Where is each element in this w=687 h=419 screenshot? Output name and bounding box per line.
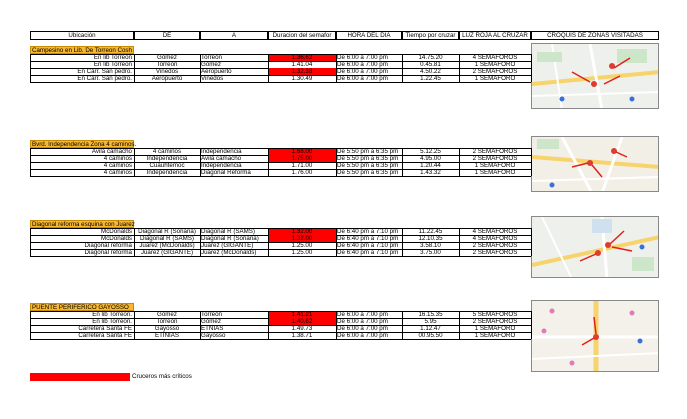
column-divider — [531, 311, 532, 339]
cell-duracion: 1.38.71 — [291, 332, 313, 339]
column-divider — [268, 54, 269, 82]
map-image — [532, 301, 659, 372]
cell-de: Independencia — [146, 155, 188, 162]
map-image — [532, 44, 659, 109]
header-a: A — [200, 31, 268, 40]
cell-hora: De 6:00 a 7:00 pm — [337, 311, 388, 318]
cell-a: Diagonal Reforma — [201, 169, 251, 176]
cell-luz: 5 SEMAFOROS — [472, 311, 518, 318]
header-de: DE — [134, 31, 200, 40]
cell-hora: De 6:00 a 7:00 pm — [337, 61, 388, 68]
cell-tiempo: 12.10.35 — [418, 235, 443, 242]
cell-tiempo: 3.75.00 — [420, 249, 441, 256]
cell-ubicacion: Avila camacho — [91, 148, 132, 155]
cell-ubicacion: Carretera Santa FE — [78, 332, 132, 339]
column-divider — [459, 54, 460, 82]
header-hora: HORA DEL DIA — [336, 31, 402, 40]
section-top-border — [30, 228, 531, 229]
cell-duracion: 1.25.00 — [291, 242, 313, 249]
column-divider — [402, 228, 403, 256]
zone-map-independencia — [531, 136, 659, 192]
column-divider — [459, 228, 460, 256]
cell-luz: 2 SEMAFOROS — [472, 249, 518, 256]
cell-duracion: 1.32.00 — [268, 228, 336, 235]
cell-a: Torreón — [201, 311, 222, 318]
legend-critical-swatch — [30, 373, 130, 381]
cell-tiempo: 1.12.47 — [420, 325, 441, 332]
row-divider — [30, 176, 531, 177]
column-divider — [531, 228, 532, 256]
cell-de: Gayosso — [154, 325, 180, 332]
cell-de: Gómez — [157, 311, 177, 318]
row-divider — [30, 256, 531, 257]
cell-duracion: 1.25.00 — [291, 249, 313, 256]
column-divider — [200, 311, 201, 339]
cell-hora: De 6:40 pm a 7:10 pm — [337, 249, 399, 256]
cell-tiempo: 1.43.32 — [420, 169, 441, 176]
cell-duracion: 1.30.49 — [291, 75, 313, 82]
cell-luz: 2 SEMAFOROS — [472, 155, 518, 162]
column-divider — [30, 148, 31, 176]
section-title: Diagonal reforma esquina con Juarez — [32, 221, 135, 228]
cell-a: Viñedos — [201, 75, 224, 82]
cell-hora: De 5:50 pm a 6:35 pm — [337, 169, 399, 176]
section-top-border — [30, 148, 531, 149]
cell-hora: De 6:00 a 7:00 pm — [337, 68, 388, 75]
cell-duracion: 1.71.00 — [291, 162, 313, 169]
column-divider — [30, 54, 31, 82]
cell-a: Independencia — [201, 162, 242, 169]
row-divider — [30, 82, 531, 83]
cell-de: Diagonal R (Soriana) — [138, 228, 196, 235]
cell-ubicacion: Carretera Santa FE — [78, 325, 132, 332]
zone-map-campesino — [531, 43, 659, 109]
cell-de: 4 caminos — [152, 148, 182, 155]
cell-a: Torreón — [201, 54, 222, 61]
cell-ubicacion: En lib Torreon — [93, 54, 132, 61]
cell-de: Gómez — [157, 54, 177, 61]
column-divider — [336, 311, 337, 339]
cell-luz: 2 SEMAFOROS — [472, 242, 518, 249]
cell-ubicacion: 4 caminos — [103, 169, 132, 176]
cell-tiempo: 5.95 — [424, 318, 437, 325]
cell-de: Juarez (GIGANTE) — [140, 249, 194, 256]
cell-tiempo: 11.22.45 — [418, 228, 443, 235]
cell-luz: 4 SEMAFOROS — [472, 228, 518, 235]
column-divider — [402, 54, 403, 82]
column-divider — [134, 311, 135, 339]
cell-tiempo: 00.95.50 — [418, 332, 443, 339]
header-tiempo: Tiempo por cruzar — [402, 31, 459, 40]
row-divider — [30, 339, 531, 340]
legend-critical-label: Cruceros más críticos — [132, 373, 192, 380]
column-divider — [268, 228, 269, 256]
section-top-border — [30, 54, 531, 55]
cell-a: ETNIAS — [201, 325, 224, 332]
cell-hora: De 6:00 a 7:00 pm — [337, 75, 388, 82]
cell-a: Avila camacho — [201, 155, 242, 162]
cell-luz: 1 SEMAFORO — [474, 75, 516, 82]
cell-tiempo: 16.15.35 — [418, 311, 443, 318]
column-divider — [30, 228, 31, 256]
zone-map-diagonal — [531, 216, 659, 278]
cell-a: Juarez (McDonalds) — [201, 249, 257, 256]
cell-ubicacion: En lib Torreon — [93, 61, 132, 68]
cell-hora: De 6:40 pm a 7:10 pm — [337, 228, 399, 235]
cell-duracion: 1.68.00 — [268, 148, 336, 155]
cell-a: Diagonal R (SAMS) — [201, 228, 255, 235]
column-divider — [336, 228, 337, 256]
cell-ubicacion: Diagonal reforma — [84, 242, 132, 249]
cell-luz: 2 SEMAFOROS — [472, 148, 518, 155]
map-image — [532, 217, 659, 278]
cell-de: Juarez (McDonalds) — [139, 242, 195, 249]
cell-duracion: 1.32.00 — [268, 235, 336, 242]
cell-ubicacion: En lib Torreon. — [92, 311, 132, 318]
cell-duracion: 1.32.38 — [268, 68, 336, 75]
cell-de: Independencia — [146, 169, 188, 176]
column-divider — [268, 148, 269, 176]
cell-ubicacion: 4 caminos — [103, 162, 132, 169]
section-title: PUENTE PERIFERICO GAYOSSO — [30, 303, 134, 311]
cell-de: Torreón — [156, 318, 178, 325]
cell-luz: 1 SEMAFORO — [474, 162, 516, 169]
cell-luz: 1 SEMAFORO — [474, 332, 516, 339]
cell-luz: 1 SEMAFORO — [474, 169, 516, 176]
cell-a: Gayosso — [201, 332, 226, 339]
section-title: Campesino en Lib. De Torreon Cosh — [30, 46, 134, 54]
cell-hora: De 6:40 pm a 7:10 pm — [337, 242, 399, 249]
cell-de: Diagonal R (SAMS) — [140, 235, 194, 242]
column-divider — [268, 311, 269, 339]
cell-luz: 4 SEMAFOROS — [472, 235, 518, 242]
cell-de: Cuauhtemoc — [149, 162, 185, 169]
header-ubicacion: Ubicación — [30, 31, 134, 40]
cell-hora: De 5:50 pm a 6:35 pm — [337, 162, 399, 169]
cell-de: Torreón — [156, 61, 178, 68]
cell-de: Viñedos — [155, 68, 179, 75]
cell-duracion: 1.40.62 — [268, 318, 336, 325]
cell-tiempo: 1.22.45 — [420, 75, 441, 82]
column-divider — [30, 311, 31, 339]
column-divider — [459, 311, 460, 339]
map-image — [532, 137, 659, 192]
cell-duracion: 1.36.62 — [268, 54, 336, 61]
column-divider — [531, 54, 532, 82]
cell-hora: De 5:50 pm a 6:35 pm — [337, 148, 399, 155]
cell-tiempo: 1.20.44 — [420, 162, 441, 169]
cell-duracion: 1.49.73 — [291, 325, 313, 332]
cell-tiempo: 3.58.10 — [420, 242, 441, 249]
cell-a: Aeropuerto — [201, 68, 232, 75]
zone-map-gayosso — [531, 300, 659, 372]
column-divider — [200, 228, 201, 256]
column-divider — [134, 228, 135, 256]
column-divider — [134, 54, 135, 82]
column-divider — [134, 148, 135, 176]
cell-ubicacion: En Carr. San pedro. — [77, 75, 132, 82]
column-divider — [200, 54, 201, 82]
cell-de: ETINIAS — [154, 332, 180, 339]
cell-hora: De 6:00 a 7:00 pm — [337, 332, 388, 339]
header-luz: LUZ ROJA AL CRUZAR — [459, 31, 531, 40]
cell-duracion: 1.76.00 — [291, 169, 313, 176]
cell-a: Diagonal R (Soriana) — [201, 235, 259, 242]
column-divider — [336, 54, 337, 82]
cell-hora: De 6:40 pm a 7:10 pm — [337, 235, 399, 242]
cell-a: Gómez — [201, 61, 221, 68]
header-croquis: CROQUIS DE ZONAS VISITADAS — [531, 31, 659, 40]
cell-duracion: 1.75.00 — [268, 155, 336, 162]
cell-luz: 2 SEMAFOROS — [472, 318, 518, 325]
cell-luz: 2 SEMAFOROS — [472, 68, 518, 75]
cell-luz: 1 SEMAFORO — [474, 325, 516, 332]
cell-de: Aeropuerto — [151, 75, 183, 82]
cell-hora: De 6:00 a 7:00 pm — [337, 318, 388, 325]
column-divider — [459, 148, 460, 176]
cell-a: Gómez — [201, 318, 221, 325]
cell-tiempo: 0.45.81 — [420, 61, 441, 68]
cell-duracion: 1.41.04 — [291, 61, 313, 68]
cell-duracion: 1.41.21 — [268, 311, 336, 318]
cell-tiempo: 14.75.20 — [418, 54, 443, 61]
cell-ubicacion: En Carr. San pedro. — [77, 68, 132, 75]
cell-ubicacion: 4 caminos — [103, 155, 132, 162]
section-top-border — [30, 311, 531, 312]
cell-a: Juarez (GIGANTE) — [201, 242, 254, 249]
column-divider — [200, 148, 201, 176]
column-divider — [402, 311, 403, 339]
cell-luz: 1 SEMAFORO — [474, 61, 516, 68]
cell-hora: De 5:50 pm a 6:35 pm — [337, 155, 399, 162]
header-duracion: Duracion del semafor — [268, 31, 336, 40]
cell-tiempo: 4.50.22 — [420, 68, 441, 75]
cell-ubicacion: McDonalds — [101, 228, 132, 235]
cell-hora: De 6:00 a 7:00 pm — [337, 54, 388, 61]
section-title: Bvrd. Independencia Zona 4 caminos. — [32, 141, 137, 148]
column-divider — [336, 148, 337, 176]
cell-a: Independencia — [201, 148, 242, 155]
cell-tiempo: 5.12.25 — [420, 148, 441, 155]
cell-ubicacion: Diagonal reforma — [84, 249, 132, 256]
column-divider — [531, 148, 532, 176]
cell-ubicacion: McDonalds — [101, 235, 132, 242]
column-divider — [402, 148, 403, 176]
cell-luz: 4 SEMAFOROS — [472, 54, 518, 61]
cell-ubicacion: En lib Torreon. — [92, 318, 132, 325]
cell-hora: De 6:00 a 7:00 pm — [337, 325, 388, 332]
cell-tiempo: 4.95.00 — [420, 155, 441, 162]
